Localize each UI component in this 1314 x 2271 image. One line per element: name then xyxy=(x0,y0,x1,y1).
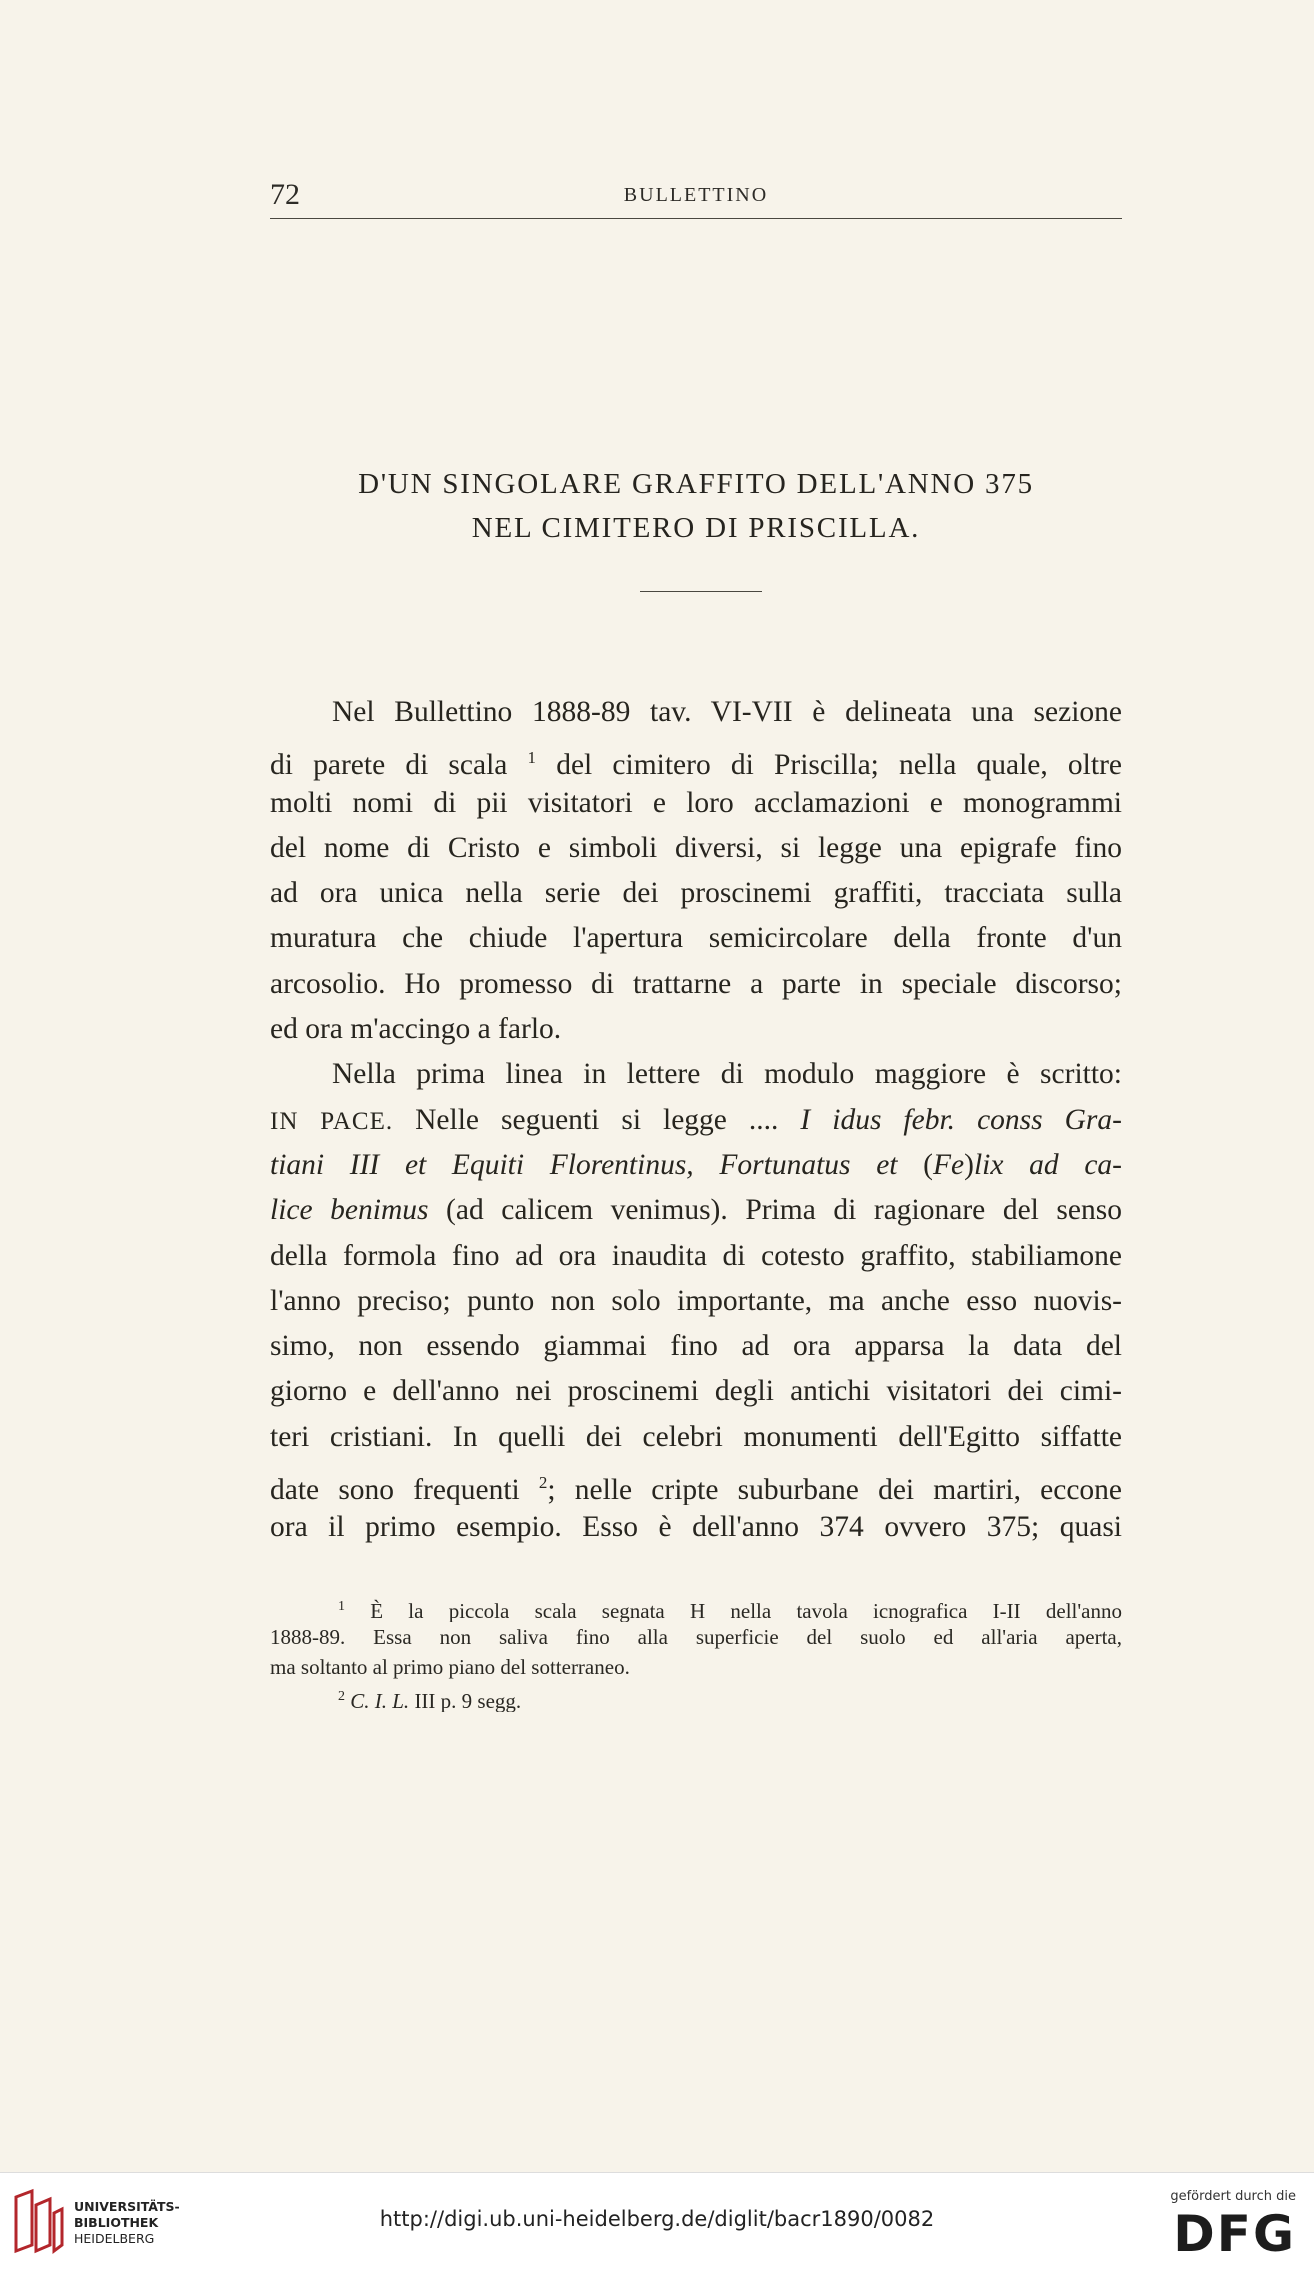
text-line: della formola fino ad ora inaudita di cotesto graffito, stabiliamone xyxy=(270,1239,1122,1272)
footer-bar xyxy=(0,2172,1314,2271)
inscription-caps: IN PACE. xyxy=(270,1107,394,1135)
text-line: Nella prima linea in lettere di modulo maggiore è scritto: xyxy=(332,1058,1122,1091)
source-url-link[interactable]: http://digi.ub.uni-heidelberg.de/diglit/bacr1890/0082 xyxy=(379,2207,935,2231)
funder-caption: gefördert durch die xyxy=(1170,2189,1296,2204)
title-divider xyxy=(640,591,762,592)
inscription-text: I idus febr. conss Gra- xyxy=(800,1103,1122,1136)
text-line: del nome di Cristo e simboli diversi, si legge una epigrafe fino xyxy=(270,831,1122,864)
page-header xyxy=(270,178,1122,219)
text-line: simo, non essendo giammai fino ad ora apparsa la data del xyxy=(270,1330,1122,1363)
text-line: IN PACE. Nelle seguenti si legge .... I idus febr. conss Gra- xyxy=(270,1103,1122,1136)
text-line: ad ora unica nella serie dei proscinemi graffiti, tracciata sulla xyxy=(270,877,1122,910)
text-line: di parete di scala $^1$ del cimitero di Priscilla; nella quale, oltre xyxy=(270,748,1122,781)
page-number: 72 xyxy=(270,178,300,211)
text-line: molti nomi di pii visitatori e loro acclamazioni e monogrammi xyxy=(270,786,1122,819)
text-line: Nel Bullettino 1888-89 tav. VI-VII è delineata una sezione xyxy=(332,696,1122,728)
running-head: BULLETTINO xyxy=(623,184,769,206)
body-text xyxy=(270,690,1122,1551)
title-line-2: NEL CIMITERO DI PRISCILLA. xyxy=(471,512,921,544)
text-line: giorno e dell'anno nei proscinemi degli antichi visitatori dei cimi- xyxy=(270,1375,1122,1408)
text-line: lice benimus (ad calicem venimus). Prima di ragionare del senso xyxy=(270,1194,1122,1227)
footnote-1-cont: ma soltanto al primo piano del sotterraneo. xyxy=(270,1655,630,1679)
text-line: date sono frequenti $^2$; nelle cripte suburbane dei martiri, eccone xyxy=(270,1473,1122,1506)
footnote-ref: 1 xyxy=(527,748,537,768)
footnote-ref: 2 xyxy=(538,1473,548,1493)
library-name: UNIVERSITÄTS- BIBLIOTHEK HEIDELBERG xyxy=(74,2199,180,2246)
footnote-1: $^1$ È la piccola scala segnata H nella tavola icnografica I-II dell'anno xyxy=(338,1599,1122,1622)
text-line: l'anno preciso; punto non solo importante, ma anche esso nuovis- xyxy=(270,1284,1122,1317)
article-title xyxy=(270,462,1122,550)
footnote-2: $^2$ C. I. L. III p. 9 segg. xyxy=(338,1689,522,1712)
footnotes xyxy=(270,1592,1122,1712)
text-line: teri cristiani. In quelli dei celebri monumenti dell'Egitto siffatte xyxy=(270,1420,1122,1453)
text-line: arcosolio. Ho promesso di trattarne a parte in speciale discorso; xyxy=(270,967,1122,1000)
text-line: muratura che chiude l'apertura semicircolare della fronte d'un xyxy=(270,922,1122,955)
text-line: ora il primo esempio. Esso è dell'anno 374 ovvero 375; quasi xyxy=(270,1511,1122,1544)
dfg-logo-icon: DFG xyxy=(1173,2205,1296,2263)
text-line: ed ora m'accingo a farlo. xyxy=(270,1013,562,1046)
footnote-1-cont: 1888-89. Essa non saliva fino alla superficie del suolo ed all'aria aperta, xyxy=(270,1625,1122,1649)
text-line: tiani III et Equiti Florentinus, Fortunatus et (Fe)lix ad ca- xyxy=(270,1148,1122,1181)
title-line-1: D'UN SINGOLARE GRAFFITO DELL'ANNO 375 xyxy=(358,468,1034,500)
